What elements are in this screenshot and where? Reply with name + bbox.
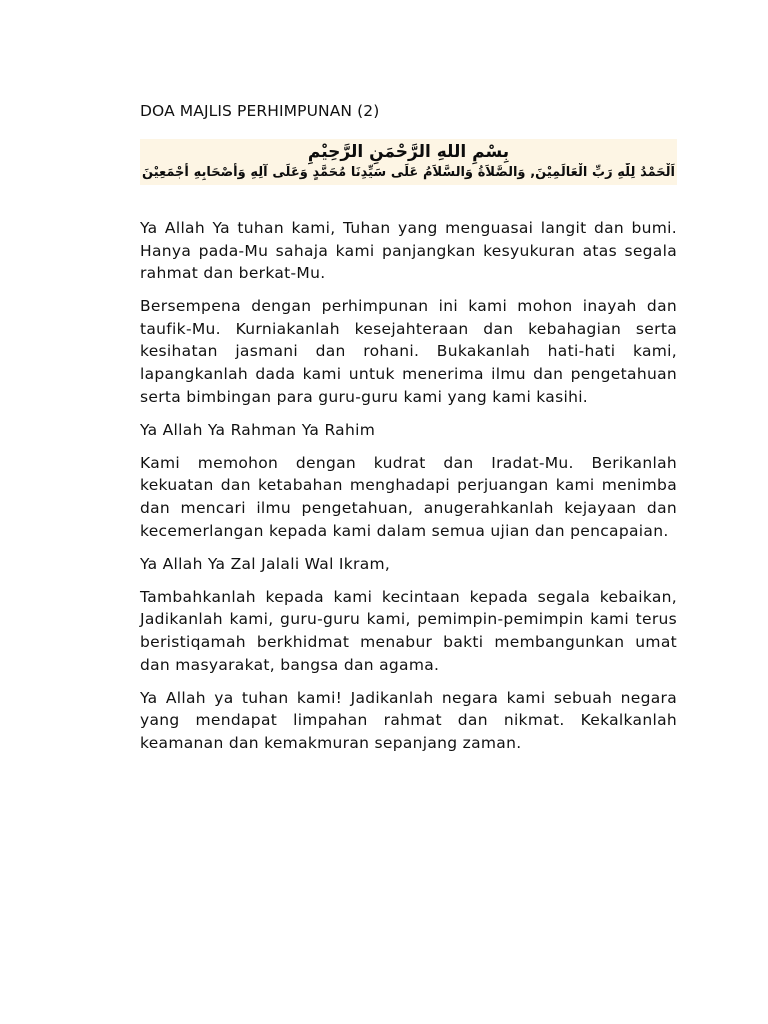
paragraph: Bersempena dengan perhimpunan ini kami mohon inayah dan taufik-Mu. Kurniakanlah kesejahteraan dan kebahagian serta kesihatan jasmani dan rohani. Bukakanlah hati-hati kami, lapangkanlah dada kami untuk menerima ilmu dan pengetahuan serta bimbingan para guru-guru kami yang kami kasihi. [140, 297, 677, 406]
paragraph: Tambahkanlah kepada kami kecintaan kepada segala kebaikan, Jadikanlah kami, guru-guru kami, pemimpin-pemimpin kami terus beristiqamah berkhidmat menabur bakti membangunkan umat dan masyarakat, bangsa dan agama. [140, 587, 677, 674]
paragraph: Ya Allah Ya tuhan kami, Tuhan yang menguasai langit dan bumi. Hanya pada-Mu sahaja kami panjangkan kesyukuran atas segala rahmat dan berkat-Mu. [140, 219, 677, 283]
arabic-praise-text: اَلْحَمْدُ لِلّٰهِ رَبِّ الْعَالَمِيْنَ, وَالصَّلاَةُ وَالسَّلاَمُ عَلَى سَيِّدِنَا مُحَمَّدٍ وَعَلَى آلِهِ وَأَصْحَابِهِ أَجْمَعِيْنَ [142, 165, 675, 180]
document-title: DOA MAJLIS PERHIMPUNAN (2) [140, 102, 380, 120]
invocation-heading: Ya Allah Ya Zal Jalali Wal Ikram, [140, 554, 391, 573]
arabic-invocation-banner [140, 139, 677, 185]
document-page [140, 100, 677, 765]
paragraph: Kami memohon dengan kudrat dan Iradat-Mu. Berikanlah kekuatan dan ketabahan menghadapi perjuangan kami menimba dan mencari ilmu pengetahuan, anugerahkanlah kejayaan dan kecemerlangan kepada kami dalam semua ujian dan pencapaian. [140, 453, 677, 540]
basmalah-text: بِسْمِ اللهِ الرَّحْمَنِ الرَّحِيْمِ [307, 142, 510, 162]
paragraph: Ya Allah ya tuhan kami! Jadikanlah negara kami sebuah negara yang mendapat limpahan rahmat dan nikmat. Kekalkanlah keamanan dan kemakmuran sepanjang zaman. [140, 688, 677, 752]
invocation-heading: Ya Allah Ya Rahman Ya Rahim [140, 420, 376, 439]
